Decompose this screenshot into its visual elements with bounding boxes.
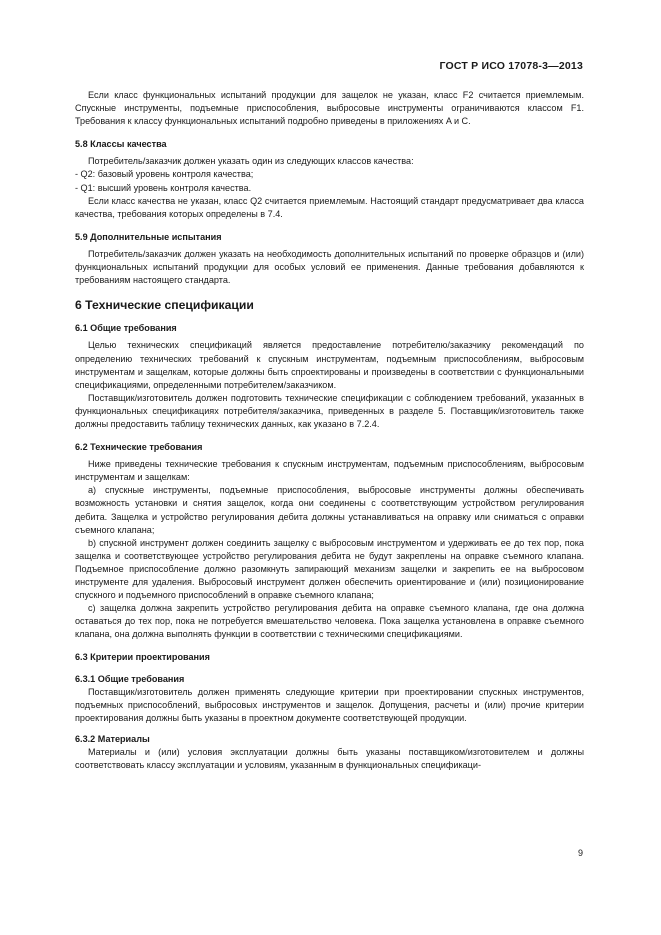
section-heading: 6 Технические спецификации (75, 298, 254, 313)
subsection-heading: 6.1 Общие требования (75, 323, 177, 334)
paragraph: Потребитель/заказчик должен указать на необходимость дополнительных испытаний по проверке образцов и (или) функциональных испытаний продукции для особых условий ее применения. Данные требования добавляются к требованиям настоящего стандарта. (75, 248, 584, 286)
paragraph: Поставщик/изготовитель должен применять следующие критерии при проектировании спускных инструментов, подъемных приспособлений, выбросовых инструментов и защелок. Допущения, расчеты и (или) прочие критерии проектирования должны быть указаны в проектном документе соответствующей продукции. (75, 686, 584, 723)
page-content (75, 89, 584, 772)
paragraph: Потребитель/заказчик должен указать один из следующих классов качества: (88, 156, 414, 167)
subsection-heading: 5.8 Классы качества (75, 139, 167, 150)
subsection-heading: 5.9 Дополнительные испытания (75, 231, 222, 242)
paragraph: - Q1: высший уровень контроля качества. (75, 182, 252, 193)
paragraph: Материалы и (или) условия эксплуатации должны быть указаны поставщиком/изготовителем и должны соответствовать классу эксплуатации и условиям, указанным в функциональных спецификаци- (75, 747, 584, 771)
paragraph: - Q2: базовый уровень контроля качества; (75, 169, 254, 180)
paragraph: Поставщик/изготовитель должен подготовить технические спецификации с соблюдением требований, указанных в функциональных спецификациях потребителя/заказчика, приведенных в разделе 5. Поставщик/изготовитель также должны предоставить таблицу технических данных, как указано в 7.2.4. (75, 392, 584, 429)
paragraph: Если класс функциональных испытаний продукции для защелок не указан, класс F2 считается приемлемым. Спускные инструменты, подъемные приспособления, выбросовые инструменты ограничиваются классом F1. Требования к классу функциональных испытаний подробно приведены в приложениях A и C. (75, 90, 584, 127)
paragraph: Ниже приведены технические требования к спускным инструментам, подъемным приспособлениям, выбросовым инструментам и защелкам: (75, 459, 584, 483)
subsubsection-heading: 6.3.2 Материалы (75, 733, 150, 744)
paragraph: c) защелка должна закрепить устройство регулирования дебита на оправке съемного клапана, где она должна оставаться до тех пор, пока не потребуется вмешательство человека. Пока защелка установлена в оправке съемного клапана, она должна выполнять функции в соответствии с техническими спецификациями. (75, 603, 584, 640)
page-number: 9 (577, 848, 583, 858)
subsection-heading: 6.2 Технические требования (75, 442, 203, 453)
paragraph: Если класс качества не указан, класс Q2 считается приемлемым. Настоящий стандарт предусматривает два класса качества, требования которых определены в 7.4. (75, 195, 584, 219)
paragraph: Целью технических спецификаций является предоставление потребителю/заказчику рекомендаций по определению технических требований к спускным инструментам, подъемным приспособлениям, выбросовым инструментам и защелкам, которые должны быть спроектированы и произведены в соответствии с функциональными спецификациями, определенными потребителем/заказчиком. (75, 340, 584, 390)
page-header-doc-id: ГОСТ Р ИСО 17078-3—2013 (439, 60, 583, 72)
subsubsection-heading: 6.3.1 Общие требования (75, 673, 185, 684)
paragraph: a) спускные инструменты, подъемные приспособления, выбросовые инструменты должны обеспечивать возможность установки и снятия защелок, когда они соединены с соответствующим устройством регулирования дебита. Защелка и устройство регулирования дебита должны устанавливаться на оправку или сниматься с оправки съемного клапана; (75, 485, 584, 535)
paragraph: b) спускной инструмент должен соединить защелку с выбросовым инструментом и удерживать ее до тех пор, пока защелка и соответствующее устройство регулирования дебита не будут закреплены на оправке съемного клапана. Подъемное приспособление должно разомкнуть запирающий механизм защелки и закрепить ее на выбросовом инструменте для удаления. Выбросовый инструмент должен обеспечить ориентирование и (или) позиционирование спускного и подъемного приспособлений в оправке съемного клапана; (75, 537, 584, 601)
subsection-heading: 6.3 Критерии проектирования (75, 652, 210, 663)
